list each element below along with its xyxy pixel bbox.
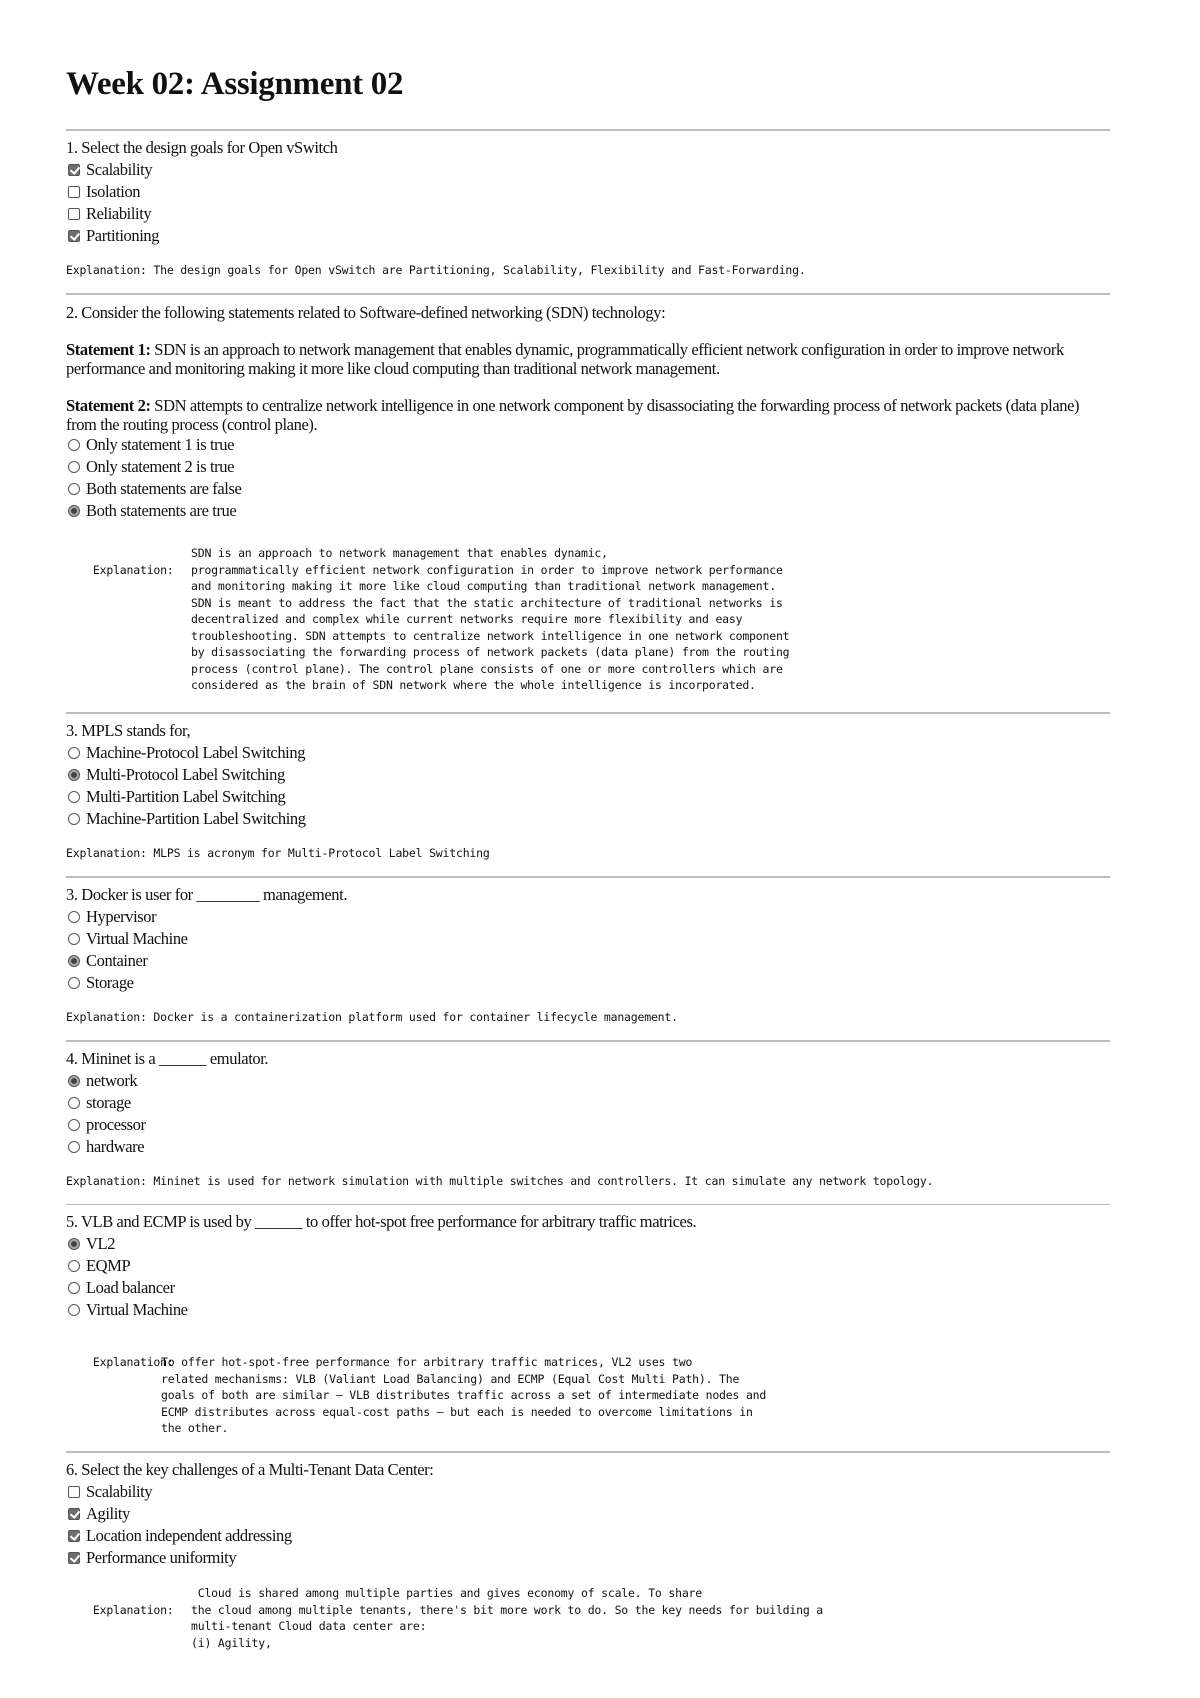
option-storage[interactable]: [66, 1092, 1110, 1114]
option-label: hardware: [86, 1137, 145, 1156]
question-text: 3. MPLS stands for,: [66, 721, 191, 740]
divider: [66, 129, 1110, 131]
divider: [66, 876, 1110, 878]
option-label: Partitioning: [86, 226, 160, 245]
explanation-docker: Explanation: Docker is a containerization platform used for container lifecycle management.: [66, 1010, 678, 1024]
option-label: Virtual Machine: [86, 929, 188, 948]
option-load-balancer[interactable]: [66, 1277, 1110, 1299]
option-label: Only statement 1 is true: [86, 435, 235, 454]
option-label: Reliability: [86, 204, 152, 223]
option-label: Virtual Machine: [86, 1300, 188, 1319]
checkbox[interactable]: [68, 1530, 80, 1542]
option-label: EQMP: [86, 1256, 131, 1275]
option-processor[interactable]: [66, 1114, 1110, 1136]
option-label: Container: [86, 951, 148, 970]
question-2: [66, 302, 1110, 522]
option-container[interactable]: [66, 950, 1110, 972]
page-title: Week 02: Assignment 02: [66, 66, 404, 102]
option-network[interactable]: [66, 1070, 1110, 1092]
option-label: Multi-Protocol Label Switching: [86, 765, 285, 784]
question-text: 1. Select the design goals for Open vSwitch: [66, 138, 338, 157]
option-storage[interactable]: [66, 972, 1110, 994]
question-1: [66, 137, 1110, 247]
question-5: [66, 1211, 1110, 1321]
radio-button[interactable]: [68, 483, 80, 495]
option-partitioning[interactable]: [66, 225, 1110, 247]
option-label: storage: [86, 1093, 131, 1112]
option-label: Only statement 2 is true: [86, 457, 235, 476]
option-machine-protocol[interactable]: [66, 742, 1110, 764]
explanation-5: [66, 1337, 767, 1435]
question-text: 4. Mininet is a ______ emulator.: [66, 1049, 269, 1068]
radio-button[interactable]: [68, 769, 80, 781]
option-label: Performance uniformity: [86, 1548, 237, 1567]
question-4: [66, 1048, 1110, 1158]
divider: [66, 1451, 1110, 1453]
question-text: 6. Select the key challenges of a Multi-Tenant Data Center:: [66, 1460, 434, 1479]
explanation-6: [66, 1585, 824, 1651]
option-vl2[interactable]: [66, 1233, 1110, 1255]
option-hypervisor[interactable]: [66, 906, 1110, 928]
radio-button[interactable]: [68, 439, 80, 451]
statement-label: Statement 2:: [66, 396, 151, 415]
option-only-statement-1[interactable]: [66, 434, 1110, 456]
option-isolation[interactable]: [66, 181, 1110, 203]
explanation-body: To offer hot-spot-free performance for arbitrary traffic matrices, VL2 uses two related mechanisms: VLB (Valiant Load Balancing) and ECMP (Equal Cost Multi Path). The goals of both are similar – VLB distributes traffic across a set of intermediate nodes and ECMP distributes across equal-cost paths – but each is needed to overcome limitations in the other.: [161, 1355, 767, 1435]
radio-button[interactable]: [68, 505, 80, 517]
checkbox[interactable]: [68, 1486, 80, 1498]
option-label: Both statements are true: [86, 501, 237, 520]
explanation-4: Explanation: Mininet is used for network simulation with multiple switches and controllers. It can simulate any network topology.: [66, 1174, 934, 1188]
radio-button[interactable]: [68, 747, 80, 759]
option-scalability[interactable]: [66, 159, 1110, 181]
checkbox[interactable]: [68, 186, 80, 198]
option-virtual-machine[interactable]: [66, 1299, 1110, 1321]
statement-text: SDN attempts to centralize network intelligence in one network component by disassociating the forwarding process of network packets (data plane) from the routing process (control plane).: [66, 396, 1080, 434]
checkbox[interactable]: [68, 230, 80, 242]
checkbox[interactable]: [68, 1508, 80, 1520]
radio-button[interactable]: [68, 955, 80, 967]
explanation-label: Explanation:: [92, 562, 174, 577]
option-multi-protocol[interactable]: [66, 764, 1110, 786]
checkbox[interactable]: [68, 164, 80, 176]
radio-button[interactable]: [68, 1097, 80, 1109]
checkbox[interactable]: [68, 208, 80, 220]
statement-label: Statement 1:: [66, 340, 151, 359]
option-multi-partition[interactable]: [66, 786, 1110, 808]
divider: [66, 1040, 1110, 1042]
radio-button[interactable]: [68, 1282, 80, 1294]
option-label: Both statements are false: [86, 479, 242, 498]
option-label: Load balancer: [86, 1278, 175, 1297]
option-label: Machine-Partition Label Switching: [86, 809, 306, 828]
option-only-statement-2[interactable]: [66, 456, 1110, 478]
statement-2: [66, 396, 1110, 434]
radio-button[interactable]: [68, 461, 80, 473]
radio-button[interactable]: [68, 813, 80, 825]
option-eqmp[interactable]: [66, 1255, 1110, 1277]
option-performance-uniformity[interactable]: [66, 1547, 1110, 1569]
question-text: 5. VLB and ECMP is used by ______ to offer hot-spot free performance for arbitrary traffic matrices.: [66, 1212, 697, 1231]
question-docker: [66, 884, 1110, 994]
question-text: 2. Consider the following statements related to Software-defined networking (SDN) technology:: [66, 303, 666, 322]
option-label: Isolation: [86, 182, 141, 201]
explanation-body: SDN is an approach to network management that enables dynamic, programmatically efficient network configuration in order to improve network performance and monitoring making it more like cloud computing than traditional network management. SDN is meant to address the fact that the static architecture of traditional networks is decentralized and complex while current networks require more flexibility and easy troubleshooting. SDN attempts to centralize network intelligence in one network component by disassociating the forwarding process of network packets (data plane) from the routing process (control plane). The control plane consists of one or more controllers which are considered as the brain of SDN network where the whole intelligence is incorporated.: [191, 546, 790, 692]
statement-text: SDN is an approach to network management that enables dynamic, programmatically efficient network configuration in order to improve network performance and monitoring making it more like cloud computing than traditional network management.: [66, 340, 1064, 378]
option-reliability[interactable]: [66, 203, 1110, 225]
radio-button[interactable]: [68, 791, 80, 803]
option-hardware[interactable]: [66, 1136, 1110, 1158]
explanation-2: [66, 545, 790, 692]
radio-button[interactable]: [68, 1304, 80, 1316]
option-label: VL2: [86, 1234, 116, 1253]
radio-button[interactable]: [68, 933, 80, 945]
divider: [66, 1204, 1110, 1205]
option-scalability[interactable]: [66, 1481, 1110, 1503]
radio-button[interactable]: [68, 1141, 80, 1153]
option-label: Agility: [86, 1504, 130, 1523]
explanation-label: Explanation:: [92, 1354, 174, 1369]
question-3: [66, 720, 1110, 830]
option-location-independent-addressing[interactable]: [66, 1525, 1110, 1547]
option-label: processor: [86, 1115, 146, 1134]
option-label: Machine-Protocol Label Switching: [86, 743, 306, 762]
statement-1: [66, 340, 1110, 378]
question-text: 3. Docker is user for ________ management.: [66, 885, 348, 904]
option-label: Location independent addressing: [86, 1526, 292, 1545]
option-label: Scalability: [86, 1482, 153, 1501]
option-label: network: [86, 1071, 138, 1090]
radio-button[interactable]: [68, 911, 80, 923]
option-agility[interactable]: [66, 1503, 1110, 1525]
option-both-false[interactable]: [66, 478, 1110, 500]
radio-button[interactable]: [68, 1238, 80, 1250]
radio-button[interactable]: [68, 977, 80, 989]
divider: [66, 293, 1110, 295]
radio-button[interactable]: [68, 1119, 80, 1131]
option-label: Scalability: [86, 160, 153, 179]
explanation-1: Explanation: The design goals for Open vSwitch are Partitioning, Scalability, Flexibility and Fast-Forwarding.: [66, 263, 806, 277]
checkbox[interactable]: [68, 1552, 80, 1564]
explanation-3: Explanation: MLPS is acronym for Multi-Protocol Label Switching: [66, 846, 490, 860]
option-label: Multi-Partition Label Switching: [86, 787, 286, 806]
question-6: [66, 1459, 1110, 1569]
option-machine-partition[interactable]: [66, 808, 1110, 830]
option-label: Hypervisor: [86, 907, 157, 926]
explanation-body: Cloud is shared among multiple parties and gives economy of scale. To share the cloud among multiple tenants, there's bit more work to do. So the key needs for building a multi-tenant Cloud data center are: (i) Agility,: [191, 1586, 824, 1650]
option-both-true[interactable]: [66, 500, 1110, 522]
radio-button[interactable]: [68, 1260, 80, 1272]
option-virtual-machine[interactable]: [66, 928, 1110, 950]
option-label: Storage: [86, 973, 134, 992]
divider: [66, 712, 1110, 714]
explanation-label: Explanation:: [92, 1602, 174, 1617]
radio-button[interactable]: [68, 1075, 80, 1087]
